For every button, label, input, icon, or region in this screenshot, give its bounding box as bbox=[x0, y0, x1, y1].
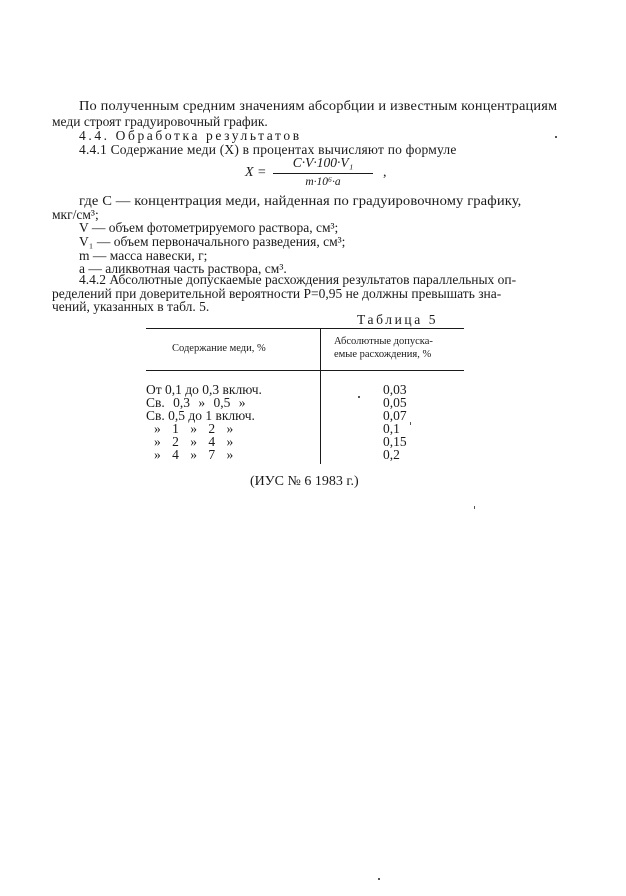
range-text: Св. 0,3 » 0,5 » bbox=[146, 395, 246, 410]
formula-comma: , bbox=[383, 165, 387, 180]
table-cell-value: 0,03 bbox=[383, 382, 407, 397]
formula-denominator: m·10⁶·a bbox=[305, 176, 341, 188]
range-text: » 4 » 7 » bbox=[154, 447, 234, 462]
table-header-rule bbox=[146, 370, 464, 371]
range-text: Св. 0,5 до 1 включ. bbox=[146, 408, 255, 423]
table-cell-value: 0,05 bbox=[383, 395, 407, 410]
paragraph-line: чений, указанных в табл. 5. bbox=[52, 299, 210, 314]
amendment-note: (ИУС № 6 1983 г.) bbox=[250, 474, 359, 489]
definition-line: V₁ — объем первоначального разведения, см³; bbox=[79, 234, 346, 249]
paragraph-line: 4.4.1 Содержание меди (X) в процентах вычисляют по формуле bbox=[79, 142, 457, 157]
formula-fraction bbox=[273, 155, 373, 188]
definition-line: m — масса навески, г; bbox=[79, 248, 208, 263]
scan-speck bbox=[410, 422, 411, 425]
formula-lhs: X = bbox=[245, 165, 267, 180]
paragraph-line: По полученным средним значениям абсорбции и известным концентрациям bbox=[79, 98, 558, 113]
table-cell-value: 0,1 bbox=[383, 421, 400, 436]
table-cell-value: 0,2 bbox=[383, 447, 400, 462]
table-header-tolerance-line2: емые расхождения, % bbox=[334, 349, 432, 360]
scan-speck bbox=[474, 506, 475, 509]
range-text: От 0,1 до 0,3 включ. bbox=[146, 382, 262, 397]
paragraph-line: меди строят градуировочный график. bbox=[52, 114, 268, 129]
table-header-content: Содержание меди, % bbox=[172, 343, 266, 354]
section-title: 4.4. Обработка результатов bbox=[79, 128, 302, 143]
range-text: » 2 » 4 » bbox=[154, 434, 234, 449]
table-caption: Таблица 5 bbox=[357, 312, 439, 327]
scan-speck bbox=[378, 878, 380, 880]
definition-line: V — объем фотометрируемого раствора, см³; bbox=[79, 220, 339, 235]
table-cell-value: 0,15 bbox=[383, 434, 407, 449]
scan-speck bbox=[358, 396, 360, 398]
table-header-tolerance-line1: Абсолютные допуска- bbox=[334, 336, 433, 347]
paragraph-line: 4.4.2 Абсолютные допускаемые расхождения результатов параллельных оп- bbox=[79, 272, 517, 287]
definition-line: a — аликвотная часть раствора, см³. bbox=[79, 261, 287, 276]
table-top-rule bbox=[146, 328, 464, 329]
scan-speck bbox=[555, 136, 557, 138]
table-cell-value: 0,07 bbox=[383, 408, 407, 423]
definition-line: мкг/см³; bbox=[52, 207, 99, 222]
table-cell-range bbox=[154, 448, 233, 462]
paragraph-line: ределений при доверительной вероятности P=0,95 не должны превышать зна- bbox=[52, 286, 502, 301]
formula bbox=[245, 155, 387, 195]
table-column-rule bbox=[320, 328, 321, 464]
formula-numerator: C·V·100·V₁ bbox=[292, 155, 354, 170]
range-text: » 1 » 2 » bbox=[154, 421, 234, 436]
definition-line: где C — концентрация меди, найденная по градуировочному графику, bbox=[79, 193, 522, 208]
